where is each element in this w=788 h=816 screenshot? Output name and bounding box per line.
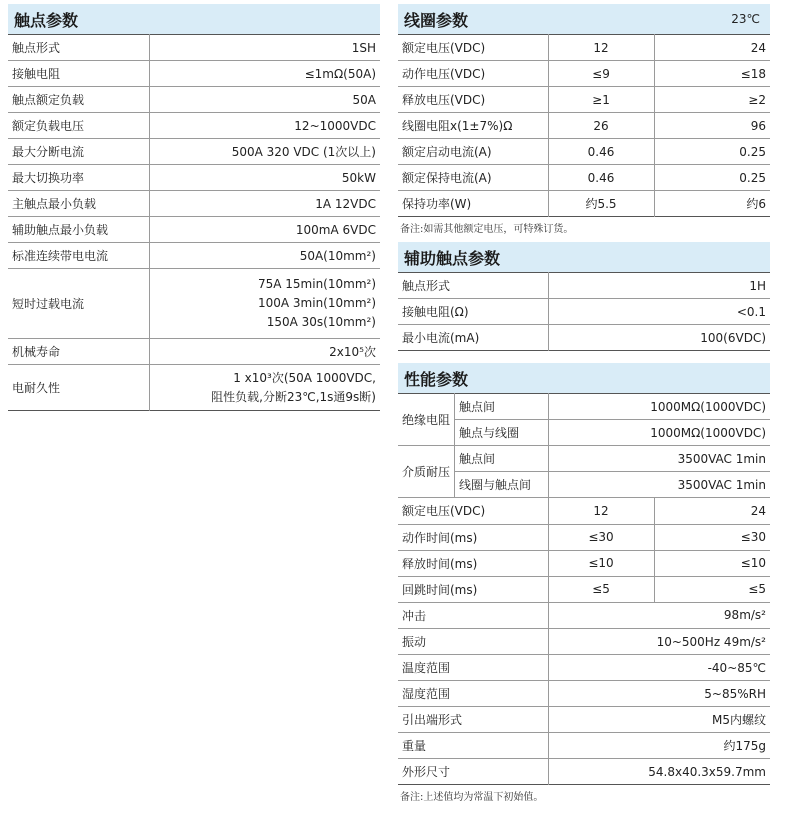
value-12v: ≤30 bbox=[548, 524, 654, 550]
row-label: 辅助触点最小负载 bbox=[12, 223, 109, 237]
row-value: 50A(10mm²) bbox=[149, 243, 380, 269]
row-label: 触点形式 bbox=[402, 279, 451, 293]
perf-insulation-table bbox=[398, 393, 770, 498]
table-row bbox=[398, 655, 770, 681]
coil-params-table bbox=[398, 34, 770, 217]
contact-params-panel bbox=[8, 4, 380, 411]
table-row bbox=[398, 113, 770, 139]
row-value: M5内螺纹 bbox=[548, 707, 770, 733]
row-label: 保持功率(W) bbox=[402, 197, 472, 211]
coil-params-temp: 23℃ bbox=[731, 12, 760, 26]
table-row bbox=[8, 61, 380, 87]
table-row bbox=[398, 498, 770, 524]
row-label: 振动 bbox=[402, 635, 427, 649]
row-label: 最大切换功率 bbox=[12, 171, 85, 185]
table-row bbox=[398, 759, 770, 785]
table-row bbox=[8, 191, 380, 217]
row-value: 1A 12VDC bbox=[149, 191, 380, 217]
table-row bbox=[398, 420, 770, 446]
value-24v: ≤5 bbox=[654, 576, 770, 602]
row-value: 3500VAC 1min bbox=[549, 472, 770, 498]
row-label: 触点与线圈 bbox=[455, 420, 549, 446]
value-24v: ≤18 bbox=[654, 61, 770, 87]
value-12v: 约5.5 bbox=[548, 191, 654, 217]
row-label: 湿度范围 bbox=[402, 687, 451, 701]
contact-params-title: 触点参数 bbox=[14, 10, 79, 30]
aux-params-table bbox=[398, 272, 770, 351]
table-row bbox=[8, 113, 380, 139]
value-24v: 0.25 bbox=[654, 139, 770, 165]
coil-params-title: 线圈参数 bbox=[404, 10, 469, 30]
elec-life-value: 1 x10³次(50A 1000VDC, bbox=[233, 370, 376, 385]
row-value: 3500VAC 1min bbox=[549, 446, 770, 472]
row-label: 额定电压(VDC) bbox=[402, 504, 486, 519]
table-row bbox=[398, 325, 770, 351]
value-24v: 24 bbox=[654, 35, 770, 61]
row-label: 释放时间(ms) bbox=[402, 556, 478, 571]
row-label: 最小电流(mA) bbox=[402, 331, 480, 345]
row-value: ≤1mΩ(50A) bbox=[149, 61, 380, 87]
overload-value: 150A 30s(10mm²) bbox=[266, 315, 376, 329]
value-12v: 0.46 bbox=[548, 165, 654, 191]
table-row bbox=[398, 139, 770, 165]
row-label: 标准连续带电电流 bbox=[12, 249, 109, 263]
dielectric-label: 介质耐压 bbox=[398, 446, 455, 498]
table-row bbox=[398, 165, 770, 191]
row-value: 50A bbox=[149, 87, 380, 113]
row-value: 1000MΩ(1000VDC) bbox=[549, 420, 770, 446]
table-row bbox=[398, 681, 770, 707]
insulation-label: 绝缘电阻 bbox=[398, 394, 455, 446]
row-value: 100(6VDC) bbox=[548, 325, 770, 351]
row-value: 5~85%RH bbox=[548, 681, 770, 707]
row-label: 重量 bbox=[402, 739, 427, 753]
row-label: 接触电阻 bbox=[12, 67, 61, 81]
row-label: 额定保持电流(A) bbox=[402, 171, 492, 185]
row-value: 100mA 6VDC bbox=[149, 217, 380, 243]
row-label: 触点间 bbox=[455, 446, 549, 472]
table-row bbox=[398, 61, 770, 87]
row-value: 500A 320 VDC (1次以上) bbox=[149, 139, 380, 165]
value-12v: ≤9 bbox=[548, 61, 654, 87]
row-value: 50kW bbox=[149, 165, 380, 191]
value-24v: 0.25 bbox=[654, 165, 770, 191]
contact-params-table bbox=[8, 34, 380, 411]
table-row bbox=[398, 87, 770, 113]
value-24v: ≤30 bbox=[654, 524, 770, 550]
table-row bbox=[398, 733, 770, 759]
table-row bbox=[398, 629, 770, 655]
table-row bbox=[398, 576, 770, 602]
row-value: 98m/s² bbox=[548, 603, 770, 629]
value-24v: 约6 bbox=[654, 191, 770, 217]
row-label: 动作时间(ms) bbox=[402, 530, 478, 545]
row-label: 额定启动电流(A) bbox=[402, 145, 492, 159]
coil-params-panel bbox=[398, 4, 770, 238]
table-row bbox=[398, 299, 770, 325]
row-label: 动作电压(VDC) bbox=[402, 67, 486, 81]
row-value: 1SH bbox=[149, 35, 380, 61]
table-row bbox=[8, 87, 380, 113]
value-24v: ≥2 bbox=[654, 87, 770, 113]
row-value: 约175g bbox=[548, 733, 770, 759]
value-12v: ≤10 bbox=[548, 550, 654, 576]
value-24v: 24 bbox=[654, 498, 770, 524]
table-row bbox=[398, 191, 770, 217]
perf-misc-table bbox=[398, 603, 770, 786]
value-12v: 12 bbox=[548, 35, 654, 61]
row-label: 冲击 bbox=[402, 608, 427, 623]
aux-params-header bbox=[398, 242, 770, 272]
row-label: 额定负载电压 bbox=[12, 119, 85, 133]
row-label: 触点形式 bbox=[12, 41, 61, 55]
row-value: 54.8x40.3x59.7mm bbox=[548, 759, 770, 785]
row-label: 外形尺寸 bbox=[402, 765, 451, 779]
aux-params-title: 辅助触点参数 bbox=[404, 248, 501, 268]
overload-value: 75A 15min(10mm²) bbox=[257, 277, 376, 291]
perf-params-title: 性能参数 bbox=[404, 369, 469, 389]
table-row bbox=[398, 394, 770, 420]
coil-params-header bbox=[398, 4, 770, 34]
perf-params-header bbox=[398, 363, 770, 393]
coil-note: 备注:如需其他额定电压，可特殊订货。 bbox=[400, 224, 574, 235]
perf-params-panel bbox=[398, 363, 770, 806]
row-value: 12~1000VDC bbox=[149, 113, 380, 139]
row-label: 电耐久性 bbox=[12, 381, 61, 395]
row-value: 2x10⁵次 bbox=[149, 339, 380, 365]
table-row bbox=[8, 35, 380, 61]
row-label: 机械寿命 bbox=[12, 345, 61, 359]
value-12v: 26 bbox=[548, 113, 654, 139]
row-value: -40~85℃ bbox=[548, 655, 770, 681]
overload-values bbox=[149, 269, 380, 339]
table-row bbox=[8, 243, 380, 269]
row-value: 1H bbox=[548, 273, 770, 299]
row-label: 触点额定负载 bbox=[12, 93, 85, 107]
table-row bbox=[398, 603, 770, 629]
table-row bbox=[398, 472, 770, 498]
row-label: 主触点最小负载 bbox=[12, 197, 97, 211]
table-row bbox=[8, 165, 380, 191]
row-label: 接触电阻(Ω) bbox=[402, 305, 469, 319]
table-row bbox=[398, 35, 770, 61]
table-row bbox=[398, 524, 770, 550]
overload-value: 100A 3min(10mm²) bbox=[257, 296, 376, 310]
value-12v: ≤5 bbox=[548, 576, 654, 602]
value-12v: 0.46 bbox=[548, 139, 654, 165]
row-value: 10~500Hz 49m/s² bbox=[548, 629, 770, 655]
row-label: 温度范围 bbox=[402, 661, 451, 675]
row-label: 触点间 bbox=[455, 394, 549, 420]
row-label: 最大分断电流 bbox=[12, 145, 85, 159]
elec-life-values bbox=[149, 365, 380, 411]
contact-params-header bbox=[8, 4, 380, 34]
perf-note: 备注:上述值均为常温下初始值。 bbox=[400, 792, 544, 803]
row-label: 额定电压(VDC) bbox=[402, 41, 486, 55]
row-value: <0.1 bbox=[548, 299, 770, 325]
row-label: 线圈与触点间 bbox=[455, 472, 549, 498]
table-row bbox=[398, 446, 770, 472]
table-row bbox=[8, 139, 380, 165]
table-row bbox=[398, 707, 770, 733]
table-row bbox=[8, 365, 380, 411]
table-row bbox=[8, 339, 380, 365]
aux-params-panel bbox=[398, 242, 770, 351]
table-row bbox=[8, 269, 380, 339]
perf-timing-table bbox=[398, 498, 770, 603]
row-label: 引出端形式 bbox=[402, 713, 463, 727]
row-label: 释放电压(VDC) bbox=[402, 93, 486, 107]
table-row bbox=[398, 550, 770, 576]
row-label: 线圈电阻x(1±7%)Ω bbox=[402, 119, 513, 133]
value-24v: 96 bbox=[654, 113, 770, 139]
value-12v: ≥1 bbox=[548, 87, 654, 113]
value-12v: 12 bbox=[548, 498, 654, 524]
table-row bbox=[8, 217, 380, 243]
row-value: 1000MΩ(1000VDC) bbox=[549, 394, 770, 420]
elec-life-value: 阻性负载,分断23℃,1s通9s断) bbox=[211, 389, 376, 404]
row-label: 短时过载电流 bbox=[12, 297, 85, 311]
value-24v: ≤10 bbox=[654, 550, 770, 576]
row-label: 回跳时间(ms) bbox=[402, 582, 478, 597]
table-row bbox=[398, 273, 770, 299]
